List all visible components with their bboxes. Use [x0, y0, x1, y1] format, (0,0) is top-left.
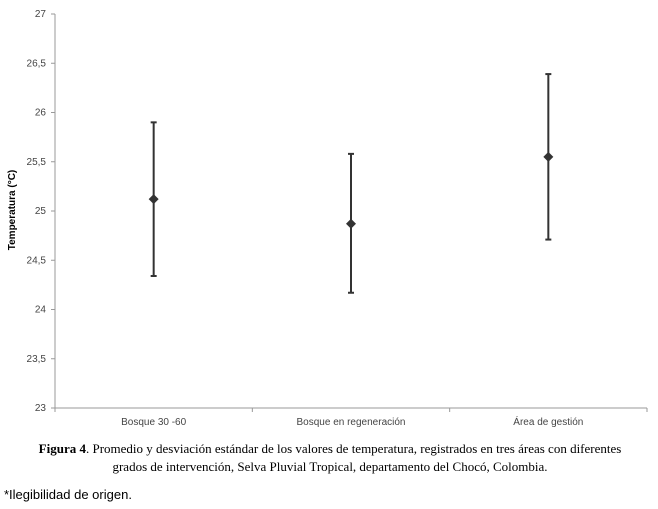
x-axis [55, 408, 647, 428]
y-tick-label: 26 [34, 107, 46, 119]
y-tick-label: 27 [34, 9, 46, 20]
y-axis-title: Temperatura (°C) [7, 169, 18, 251]
y-tick-label: 23,5 [26, 353, 46, 365]
mean-marker [346, 219, 356, 229]
x-category-label: Área de gestión [513, 417, 584, 428]
mean-marker [543, 152, 553, 162]
footnote: *Ilegibilidad de origen. [4, 487, 132, 502]
figure-caption [20, 440, 640, 476]
y-tick-label: 23 [34, 403, 46, 414]
y-tick-label: 24,5 [26, 255, 46, 267]
caption-label: Figura 4 [38, 441, 86, 456]
y-tick-label: 25 [34, 206, 46, 217]
x-category-label: Bosque en regeneración [296, 417, 406, 428]
mean-marker [149, 194, 159, 204]
y-tick-label: 24 [34, 304, 46, 316]
y-tick-label: 25,5 [26, 156, 46, 168]
y-tick-label: 26,5 [26, 58, 46, 70]
y-axis [27, 9, 55, 414]
caption-text: . Promedio y desviación estándar de los valores de temperatura, registrados en tres áreas con diferentes grados de intervención, Selva Pluvial Tropical, departamento del Chocó, Colombia. [85, 441, 622, 474]
x-category-label: Bosque 30 -60 [121, 417, 187, 428]
data-marks [149, 74, 554, 293]
